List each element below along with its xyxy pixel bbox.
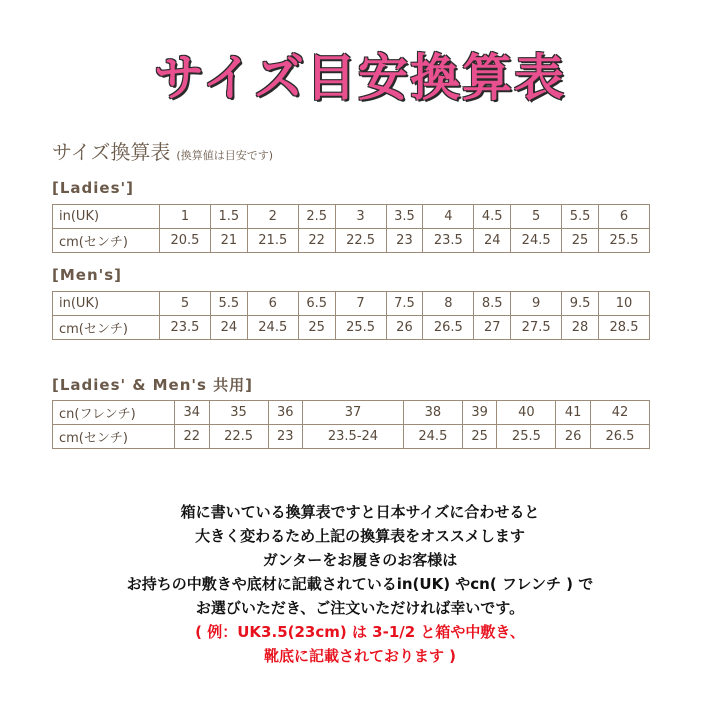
table-cell: 8.5 xyxy=(474,292,511,316)
notice-line: お選びいただき、ご注文いただければ幸いです。 xyxy=(195,599,525,617)
table-cell: 36 xyxy=(268,401,303,425)
table-cell: 1 xyxy=(160,205,211,229)
table-cell: 34 xyxy=(175,401,210,425)
table-cell: 5.5 xyxy=(210,292,247,316)
table-cell: 27.5 xyxy=(511,316,562,340)
table-row xyxy=(53,292,650,316)
table-cell: 38 xyxy=(403,401,462,425)
notice-line: 大きく変わるため上記の換算表をオススメします xyxy=(195,527,525,545)
table-cell: 35 xyxy=(209,401,268,425)
table-cell: 6.5 xyxy=(298,292,335,316)
table-cell: 24.5 xyxy=(247,316,298,340)
table-cell: 26.5 xyxy=(590,425,649,449)
table-cell: 26 xyxy=(386,316,423,340)
table-cell: 23.5 xyxy=(423,229,474,253)
table-cell: 2 xyxy=(247,205,298,229)
table-cell: 1.5 xyxy=(210,205,247,229)
table-cell: 3 xyxy=(335,205,386,229)
table-cell: 42 xyxy=(590,401,649,425)
table-row xyxy=(53,401,650,425)
table-cell: 23 xyxy=(386,229,423,253)
table-cell: 25 xyxy=(462,425,497,449)
table-row xyxy=(53,425,650,449)
table-cell: 24 xyxy=(474,229,511,253)
banner-title: サイズ目安換算表 xyxy=(154,49,566,107)
row-header: cn(フレンチ) xyxy=(53,401,175,425)
notice-example-line: ( 例：UK3.5(23cm) は 3-1/2 と箱や中敷き、 xyxy=(195,623,525,641)
table-cell: 25 xyxy=(298,316,335,340)
row-header: cm(センチ) xyxy=(53,316,160,340)
table-cell: 20.5 xyxy=(160,229,211,253)
notice-message xyxy=(0,500,720,668)
table-cell: 9 xyxy=(511,292,562,316)
table-row xyxy=(53,316,650,340)
row-header: cm(センチ) xyxy=(53,229,160,253)
table-cell: 25.5 xyxy=(335,316,386,340)
notice-line: ガンターをお履きのお客様は xyxy=(262,551,458,569)
table-row xyxy=(53,205,650,229)
ladies-size-table xyxy=(52,204,650,253)
table-cell: 24.5 xyxy=(511,229,562,253)
table-cell: 24 xyxy=(210,316,247,340)
table-cell: 28 xyxy=(562,316,599,340)
mens-size-table xyxy=(52,291,650,340)
table-cell: 26.5 xyxy=(423,316,474,340)
table-cell: 28.5 xyxy=(598,316,649,340)
table-cell: 7 xyxy=(335,292,386,316)
table-cell: 21 xyxy=(210,229,247,253)
table-cell: 7.5 xyxy=(386,292,423,316)
table-cell: 41 xyxy=(556,401,591,425)
table-cell: 6 xyxy=(247,292,298,316)
notice-line: 箱に書いている換算表ですと日本サイズに合わせると xyxy=(180,503,540,521)
mens-section-label: [Men's] xyxy=(52,266,123,284)
row-header: in(UK) xyxy=(53,205,160,229)
table-cell: 8 xyxy=(423,292,474,316)
table-cell: 5.5 xyxy=(562,205,599,229)
shared-section-label: [Ladies' & Men's 共用] xyxy=(52,376,254,394)
table-cell: 39 xyxy=(462,401,497,425)
table-cell: 21.5 xyxy=(247,229,298,253)
table-cell: 3.5 xyxy=(386,205,423,229)
ladies-section-label: [Ladies'] xyxy=(52,179,134,197)
notice-example-line: 靴底に記載されております ) xyxy=(263,647,457,665)
table-cell: 9.5 xyxy=(562,292,599,316)
table-cell: 5 xyxy=(511,205,562,229)
table-cell: 23 xyxy=(268,425,303,449)
chart-heading xyxy=(52,136,273,165)
row-header: cm(センチ) xyxy=(53,425,175,449)
table-cell: 25 xyxy=(562,229,599,253)
shared-size-table xyxy=(52,400,650,449)
table-cell: 25.5 xyxy=(598,229,649,253)
table-cell: 22.5 xyxy=(209,425,268,449)
table-row xyxy=(53,229,650,253)
notice-line: お持ちの中敷きや底材に記載されているin(UK) やcn( フレンチ ) で xyxy=(126,575,594,593)
table-cell: 24.5 xyxy=(403,425,462,449)
table-cell: 4 xyxy=(423,205,474,229)
table-cell: 25.5 xyxy=(497,425,556,449)
table-cell: 5 xyxy=(160,292,211,316)
table-cell: 22 xyxy=(175,425,210,449)
table-cell: 22 xyxy=(298,229,335,253)
table-cell: 37 xyxy=(303,401,404,425)
table-cell: 4.5 xyxy=(474,205,511,229)
table-cell: 10 xyxy=(598,292,649,316)
chart-heading-title: サイズ換算表 xyxy=(52,140,171,164)
table-cell: 6 xyxy=(598,205,649,229)
table-cell: 23.5 xyxy=(160,316,211,340)
table-cell: 40 xyxy=(497,401,556,425)
row-header: in(UK) xyxy=(53,292,160,316)
table-cell: 2.5 xyxy=(298,205,335,229)
table-cell: 22.5 xyxy=(335,229,386,253)
table-cell: 27 xyxy=(474,316,511,340)
table-cell: 26 xyxy=(556,425,591,449)
table-cell: 23.5-24 xyxy=(303,425,404,449)
chart-heading-note: (換算値は目安です) xyxy=(176,149,273,162)
